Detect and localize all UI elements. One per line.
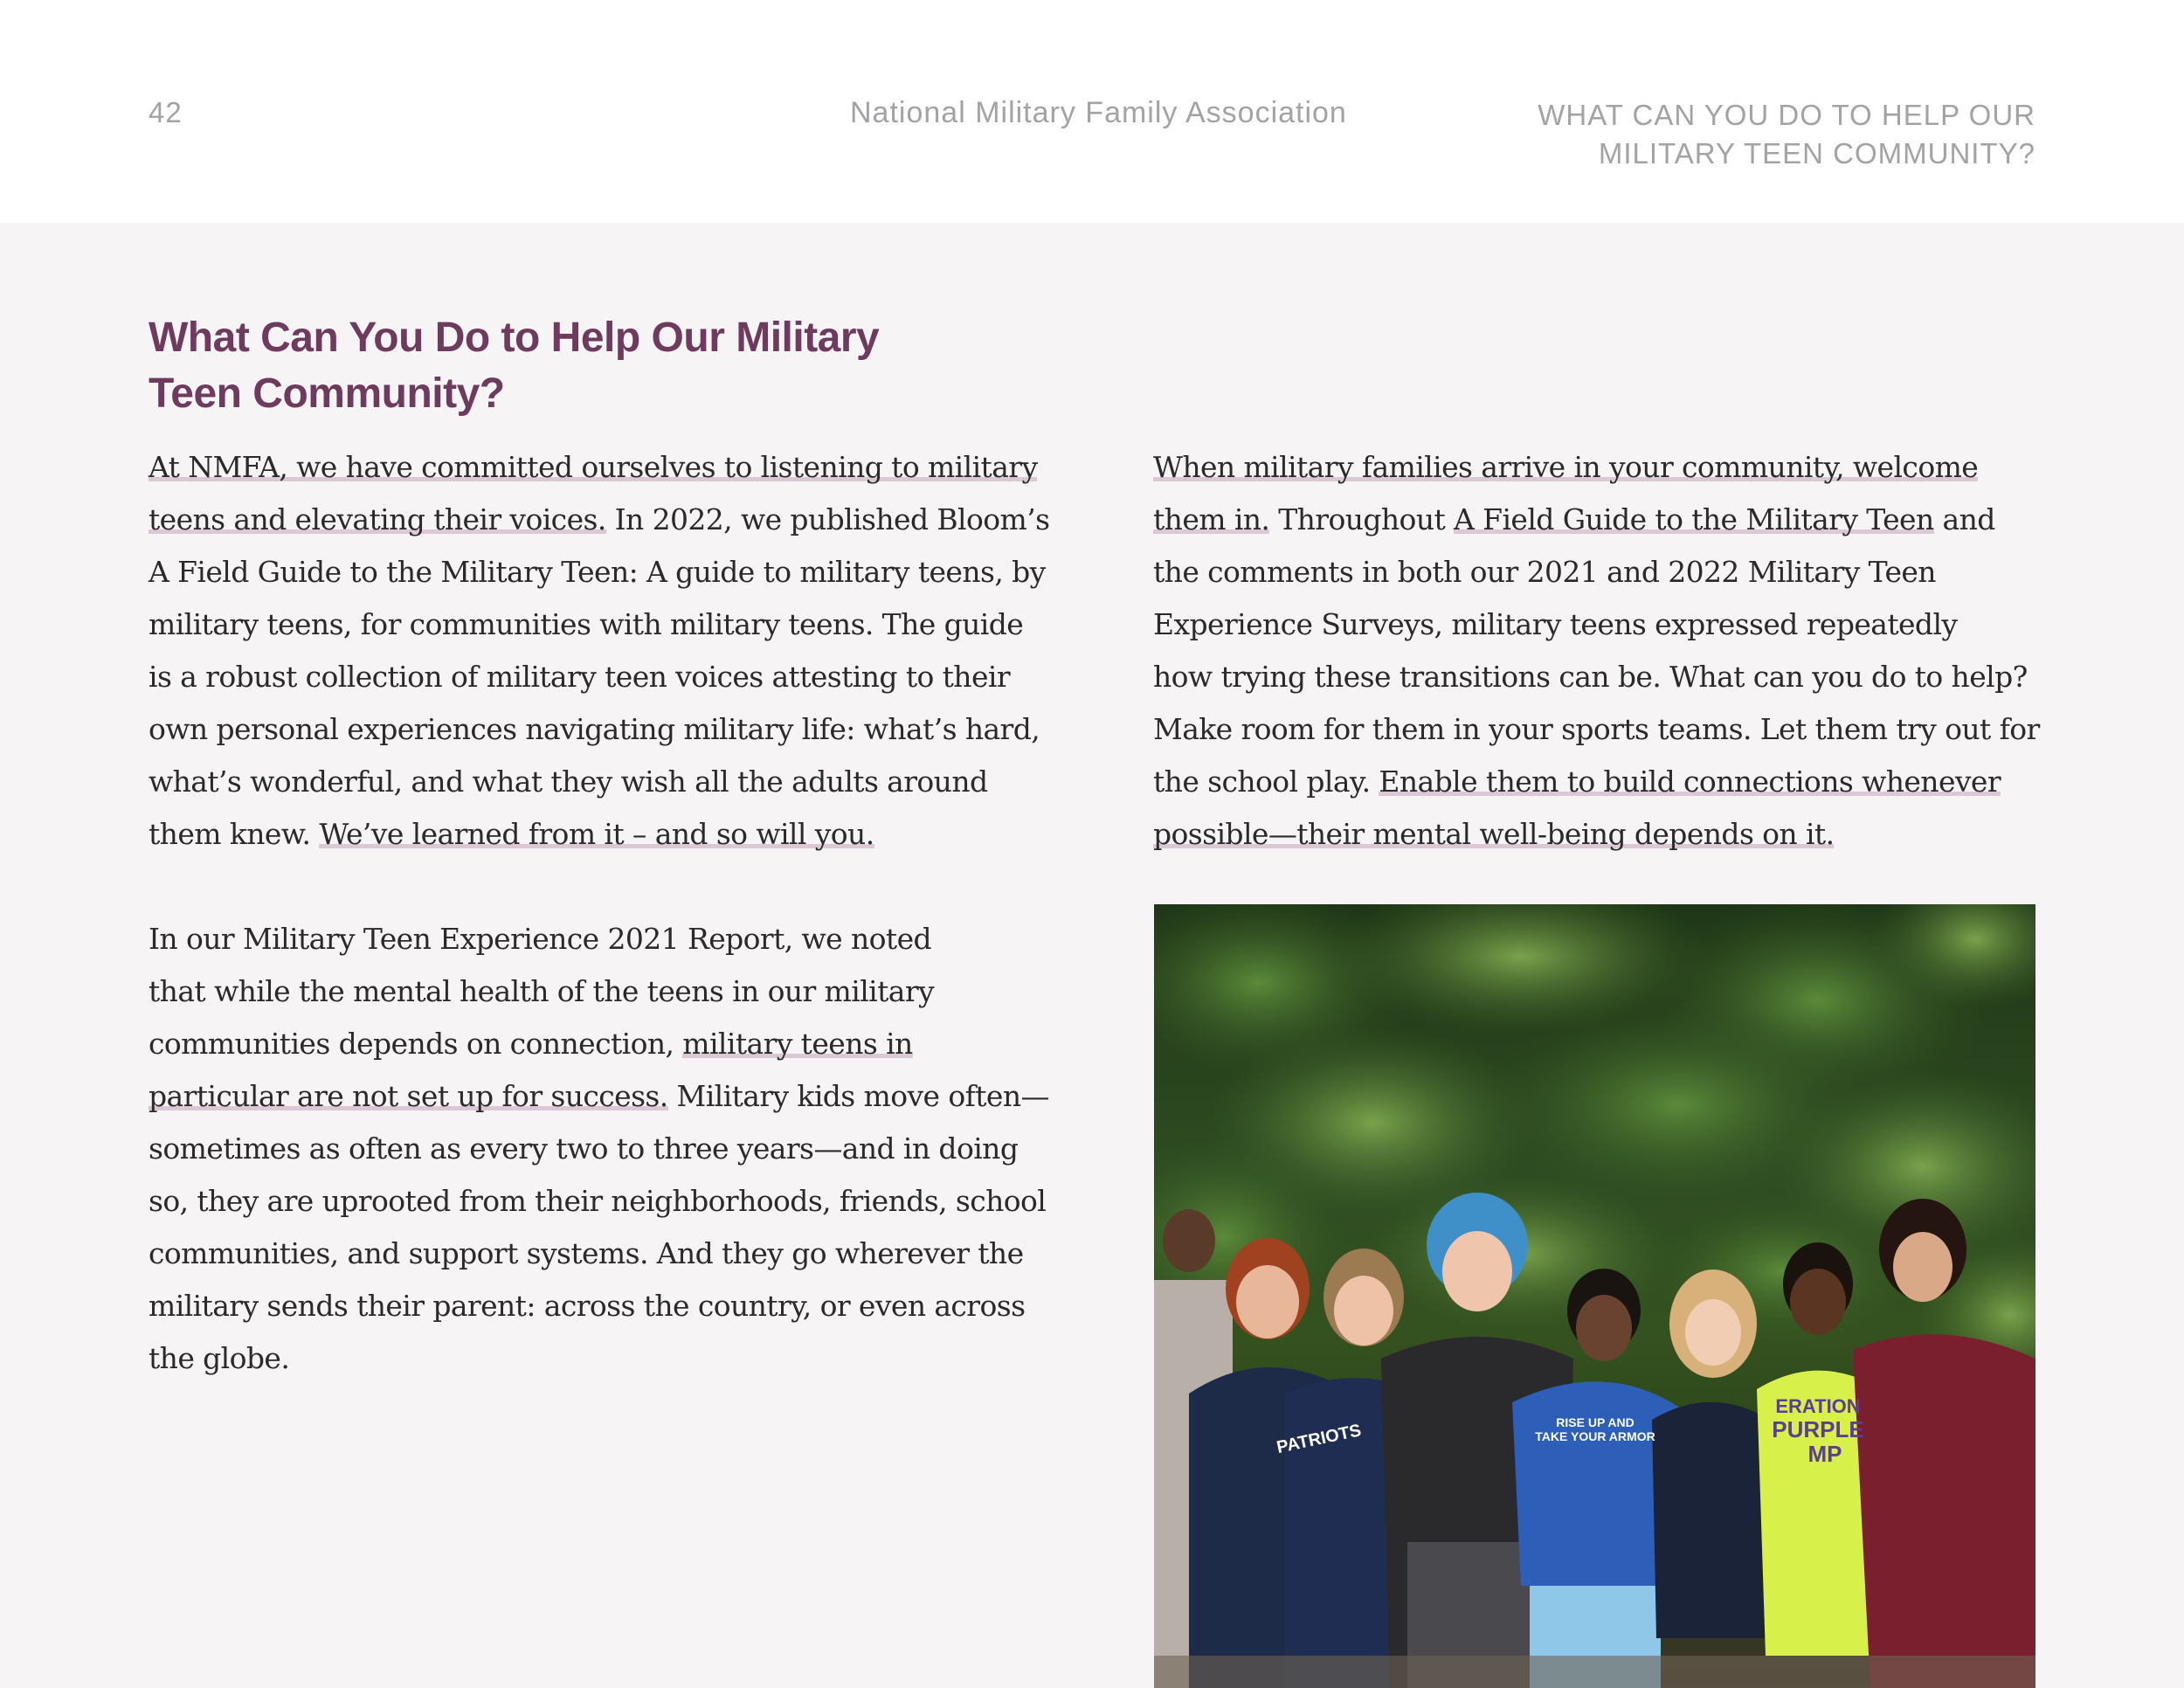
armor-shirt-text-2: TAKE YOUR ARMOR [1535, 1429, 1655, 1443]
group-photo-illustration [1154, 904, 2035, 1688]
highlighted-text: military teens in [682, 1027, 913, 1061]
right-paragraph-1 [1153, 441, 2044, 861]
paragraph-text: Make room for them in your sports teams. Let them try out for [1153, 712, 2040, 746]
page-content [0, 223, 2184, 1688]
paragraph-text: them knew. [149, 817, 320, 851]
left-paragraph-1 [149, 441, 1057, 861]
highlighted-text: When military families arrive in your community, welcome [1153, 450, 1979, 484]
highlighted-text: teens and elevating their voices. [149, 502, 606, 536]
paragraph-text: Throughout [1269, 502, 1455, 536]
running-header-organization: National Military Family Association [850, 96, 1347, 129]
page-header [0, 0, 2184, 223]
operation-shirt-text: ERATION [1775, 1395, 1861, 1417]
highlighted-text: possible—their mental well-being depends on it. [1153, 817, 1835, 851]
paragraph-text: military teens, for communities with military teens. The guide [149, 607, 1024, 641]
section-title-line: MILITARY TEEN COMMUNITY? [1598, 137, 2035, 169]
paragraph-text: how trying these transitions can be. What can you do to help? [1153, 660, 2028, 694]
paragraph-text: sometimes as often as every two to three years—and in doing [149, 1131, 1019, 1166]
paragraph-text: Experience Surveys, military teens expressed repeatedly [1153, 607, 1958, 641]
highlighted-text: them in. [1153, 502, 1270, 536]
page-number: 42 [149, 96, 183, 128]
paragraph-text: and [1933, 502, 1995, 536]
paragraph-text: Military kids move often— [667, 1079, 1049, 1113]
article-title-line: Teen Community? [149, 370, 505, 417]
paragraph-text: what’s wonderful, and what they wish all the adults around [149, 764, 988, 799]
paragraph-text: communities depends on connection, [149, 1027, 683, 1061]
purple-shirt-text: PURPLE [1772, 1416, 1864, 1442]
article-title-line: What Can You Do to Help Our Military [149, 315, 880, 361]
highlighted-text: Enable them to build connections whenever [1379, 764, 2001, 799]
highlighted-text: At NMFA, we have committed ourselves to listening to military [149, 450, 1038, 484]
left-paragraph-2 [149, 913, 1057, 1385]
paragraph-text: In 2022, we published Bloom’s [605, 502, 1050, 536]
running-header-section [1406, 96, 2035, 173]
armor-shirt-text-1: RISE UP AND [1556, 1415, 1635, 1429]
highlighted-text: A Field Guide to the Military Teen [1454, 502, 1934, 536]
camp-shirt-text: MP [1807, 1441, 1842, 1467]
highlighted-text: We’ve learned from it – and so will you. [319, 817, 874, 851]
paragraph-text: A Field Guide to the Military Teen: A guide to military teens, by [149, 555, 1046, 589]
paragraph-text: military sends their parent: across the country, or even across [149, 1289, 1026, 1323]
patriots-shirt-text: PATRIOTS [1275, 1421, 1364, 1458]
paragraph-text: own personal experiences navigating military life: what’s hard, [149, 712, 1040, 746]
section-title-line: WHAT CAN YOU DO TO HELP OUR [1538, 99, 2035, 131]
paragraph-text: In our Military Teen Experience 2021 Report, we noted [149, 922, 932, 956]
paragraph-text: is a robust collection of military teen voices attesting to their [149, 660, 1011, 694]
highlighted-text: particular are not set up for success. [149, 1079, 668, 1113]
article-title [149, 310, 935, 422]
paragraph-text: the globe. [149, 1341, 290, 1375]
group-photo-military-teens [1154, 904, 2035, 1688]
paragraph-text: so, they are uprooted from their neighborhoods, friends, school [149, 1184, 1047, 1218]
paragraph-text: the school play. [1153, 764, 1379, 799]
paragraph-text: the comments in both our 2021 and 2022 Military Teen [1153, 555, 1936, 589]
paragraph-text: communities, and support systems. And they go wherever the [149, 1236, 1024, 1270]
paragraph-text: that while the mental health of the teens in our military [149, 974, 935, 1008]
